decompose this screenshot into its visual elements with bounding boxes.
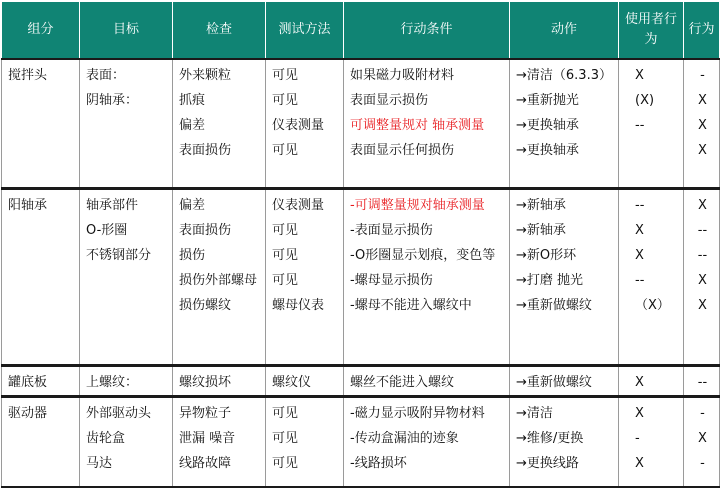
action-line: →新轴承	[516, 222, 566, 238]
method-line: 可见	[272, 93, 299, 108]
condition-line: -O形圈显示划痕，变色等	[350, 247, 496, 263]
condition-cell	[344, 396, 510, 487]
table-row	[2, 396, 720, 487]
header-check: 检查	[173, 2, 266, 60]
action-line: →重新做螺纹	[516, 297, 592, 313]
condition-line: 如果磁力吸附材料	[350, 68, 455, 83]
behavior-mark: X	[698, 118, 707, 133]
condition-cell	[344, 188, 510, 365]
user-cell	[619, 59, 684, 188]
target-line: 上螺纹：	[86, 374, 139, 390]
target-line: 马达	[86, 455, 113, 471]
component-cell	[2, 59, 80, 188]
behavior-cell	[684, 188, 720, 365]
user-mark: (X)	[635, 93, 655, 108]
action-cell	[510, 365, 619, 396]
check-line: 泄漏 噪音	[179, 430, 236, 446]
component-cell	[2, 365, 80, 396]
method-line: 可见	[272, 143, 299, 158]
condition-cell	[344, 59, 510, 188]
user-mark: X	[635, 222, 644, 238]
component-cell	[2, 396, 80, 487]
check-line: 线路故障	[179, 455, 232, 471]
action-cell	[510, 396, 619, 487]
method-line: 可见	[272, 272, 299, 288]
method-cell	[266, 59, 344, 188]
inspection-table	[1, 1, 720, 488]
action-line: →清洁（6.3.3）	[516, 68, 612, 83]
user-mark: X	[635, 455, 644, 471]
target-line: O-形圈	[86, 222, 128, 238]
user-mark: --	[635, 197, 645, 213]
condition-cell	[344, 365, 510, 396]
behavior-cell	[684, 59, 720, 188]
condition-line: -表面显示损伤	[350, 222, 433, 238]
method-line: 可见	[272, 430, 299, 446]
check-line: 损伤	[179, 247, 206, 263]
header-condition: 行动条件	[344, 2, 510, 60]
method-line: 仪表测量	[272, 118, 325, 133]
condition-line: 螺丝不能进入螺纹	[350, 374, 455, 390]
user-mark: --	[635, 118, 645, 133]
method-line: 螺母仪表	[272, 297, 325, 313]
behavior-mark: X	[698, 430, 707, 446]
action-line: →更换轴承	[516, 143, 579, 158]
target-line: 齿轮盒	[86, 430, 126, 446]
method-line: 可见	[272, 455, 299, 471]
target-line: 轴承部件	[86, 197, 139, 213]
target-cell	[80, 188, 173, 365]
user-mark: -	[635, 430, 640, 446]
table-row	[2, 188, 720, 365]
target-cell	[80, 365, 173, 396]
component-name: 罐底板	[8, 374, 48, 390]
method-cell	[266, 188, 344, 365]
user-mark: X	[635, 68, 644, 83]
action-line: →维修/更换	[516, 430, 584, 446]
user-cell	[619, 396, 684, 487]
user-mark: X	[635, 405, 644, 421]
condition-line: -传动盒漏油的迹象	[350, 430, 459, 446]
check-cell	[173, 396, 266, 487]
action-line: →清洁	[516, 405, 553, 421]
behavior-mark: X	[698, 93, 707, 108]
header-user-behavior: 使用者行为	[619, 2, 684, 60]
behavior-mark: X	[698, 197, 707, 213]
check-line: 偏差	[179, 118, 206, 133]
user-mark: --	[635, 272, 645, 288]
target-line: 不锈钢部分	[86, 247, 152, 263]
behavior-cell	[684, 365, 720, 396]
method-line: 可见	[272, 405, 299, 421]
target-line: 外部驱动头	[86, 405, 152, 421]
header-component: 组分	[2, 2, 80, 60]
target-cell	[80, 396, 173, 487]
behavior-mark: --	[697, 247, 708, 263]
action-line: →更换轴承	[516, 118, 579, 133]
target-line: 表面：	[86, 68, 126, 83]
action-line: →重新抛光	[516, 93, 579, 108]
check-line: 外来颗粒	[179, 68, 232, 83]
component-name: 驱动器	[8, 405, 48, 421]
behavior-mark: -	[700, 455, 705, 471]
method-cell	[266, 365, 344, 396]
component-name: 搅拌头	[8, 68, 48, 83]
condition-line-highlighted: 可调整量规对 轴承测量	[350, 118, 485, 133]
header-action: 动作	[510, 2, 619, 60]
behavior-mark: X	[698, 272, 707, 288]
header-row	[2, 2, 720, 60]
method-line: 可见	[272, 247, 299, 263]
user-mark: （X）	[635, 297, 670, 313]
condition-line: 表面显示损伤	[350, 93, 429, 108]
header-target: 目标	[80, 2, 173, 60]
condition-line: -螺母不能进入螺纹中	[350, 297, 472, 313]
header-behavior: 行为	[684, 2, 720, 60]
table-row	[2, 365, 720, 396]
condition-line: -线路损坏	[350, 455, 407, 471]
action-line: →新轴承	[516, 197, 566, 213]
action-cell	[510, 188, 619, 365]
check-line: 异物粒子	[179, 405, 232, 421]
behavior-mark: -	[700, 68, 705, 83]
condition-line: -螺母显示损伤	[350, 272, 433, 288]
check-cell	[173, 59, 266, 188]
method-line: 螺纹仪	[272, 374, 312, 390]
behavior-mark: --	[697, 374, 708, 390]
check-line: 螺纹损坏	[179, 374, 232, 390]
check-cell	[173, 188, 266, 365]
component-cell	[2, 188, 80, 365]
method-line: 可见	[272, 222, 299, 238]
action-line: →新O形环	[516, 247, 577, 263]
user-cell	[619, 188, 684, 365]
target-line: 阴轴承：	[86, 93, 139, 108]
behavior-mark: X	[698, 297, 707, 313]
condition-line-highlighted: -可调整量规对轴承测量	[350, 197, 485, 213]
user-cell	[619, 365, 684, 396]
component-name: 阳轴承	[8, 197, 48, 213]
user-mark: X	[635, 374, 644, 390]
condition-line: 表面显示任何损伤	[350, 143, 455, 158]
user-mark: X	[635, 247, 644, 263]
table-row	[2, 59, 720, 188]
check-line: 表面损伤	[179, 222, 232, 238]
action-line: →打磨 抛光	[516, 272, 584, 288]
action-line: →重新做螺纹	[516, 374, 592, 390]
method-cell	[266, 396, 344, 487]
behavior-mark: X	[698, 143, 707, 158]
check-line: 损伤外部螺母	[179, 272, 258, 288]
check-cell	[173, 365, 266, 396]
header-test-method: 测试方法	[266, 2, 344, 60]
method-line: 仪表测量	[272, 197, 325, 213]
check-line: 抓痕	[179, 93, 206, 108]
check-line: 损伤螺纹	[179, 297, 232, 313]
behavior-cell	[684, 396, 720, 487]
action-cell	[510, 59, 619, 188]
target-cell	[80, 59, 173, 188]
condition-line: -磁力显示吸附异物材料	[350, 405, 485, 421]
check-line: 表面损伤	[179, 143, 232, 158]
check-line: 偏差	[179, 197, 206, 213]
behavior-mark: -	[700, 405, 705, 421]
action-line: →更换线路	[516, 455, 579, 471]
behavior-mark: --	[697, 222, 708, 238]
method-line: 可见	[272, 68, 299, 83]
